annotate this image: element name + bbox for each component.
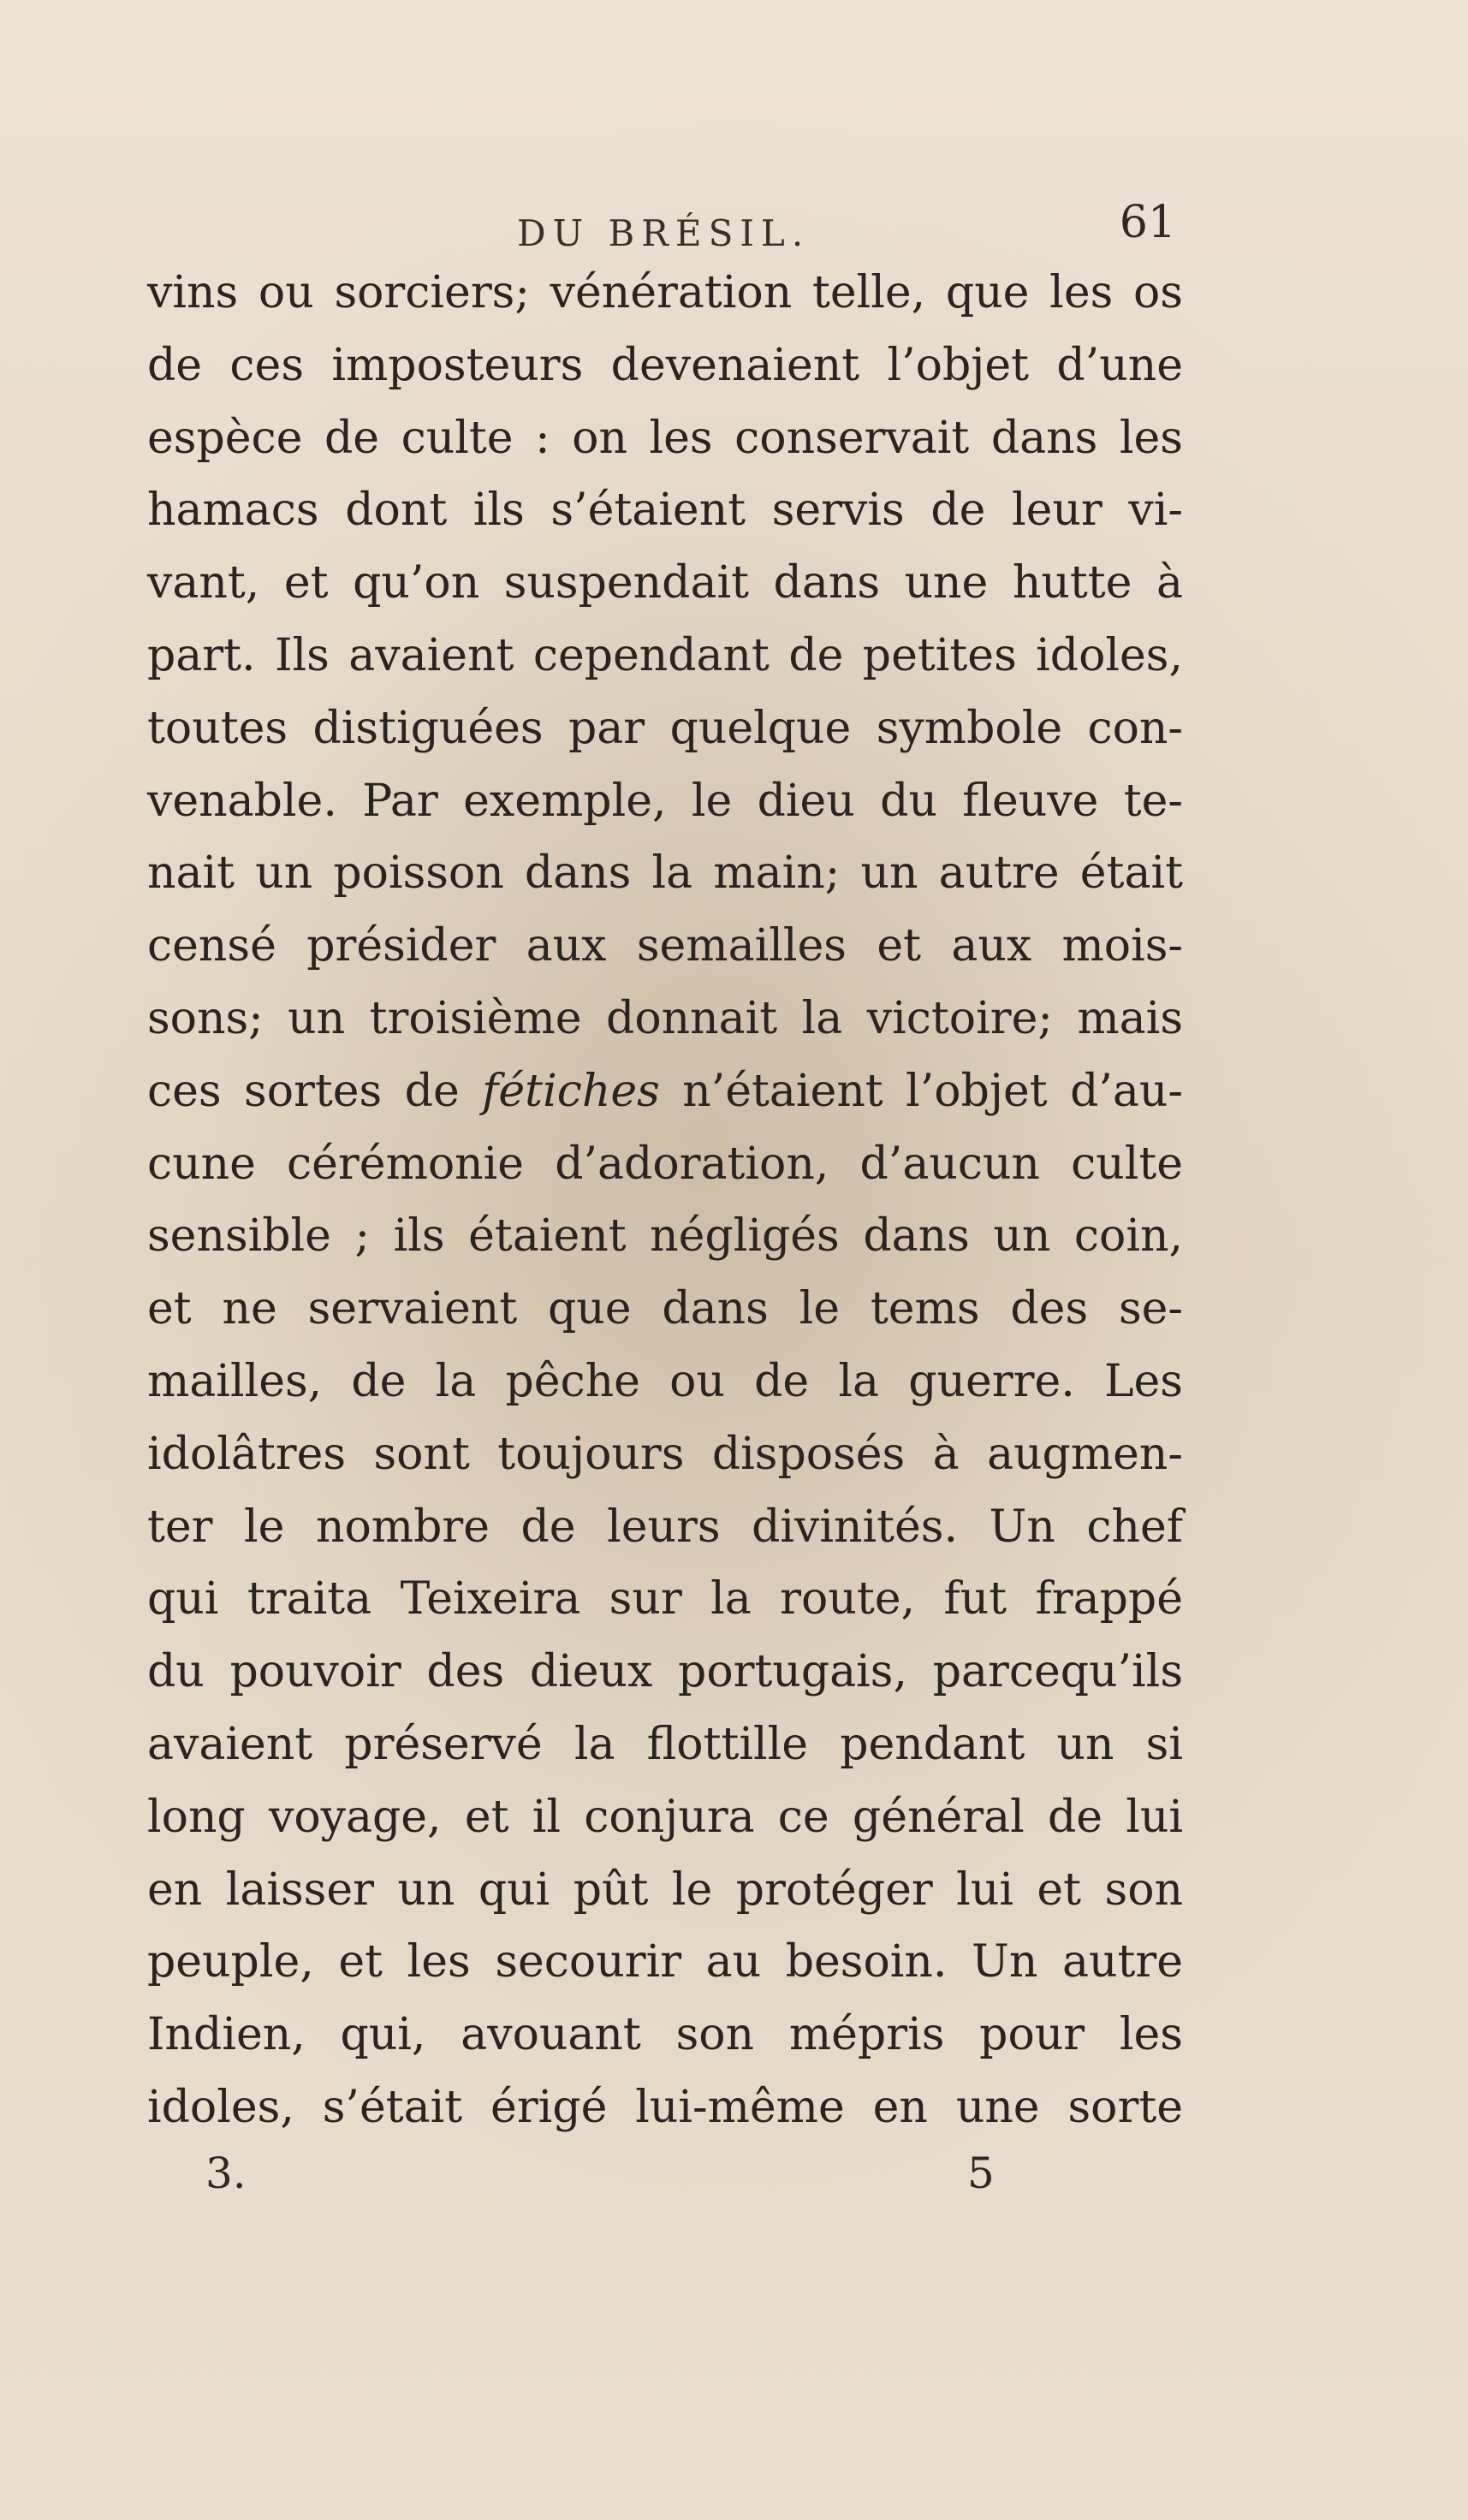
- text-line: toutes distiguées par quelque symbole con-: [147, 702, 1183, 754]
- text-line: cune cérémonie d’adoration, d’aucun culte: [147, 1138, 1183, 1190]
- text-line: avaient préservé la flottille pendant un si: [147, 1718, 1183, 1770]
- text-line: censé présider aux semailles et aux mois-: [147, 920, 1183, 972]
- text-line: en laisser un qui pût le protéger lui et son: [147, 1863, 1183, 1916]
- italic-line-suffix: n’étaient l’objet d’au-: [659, 1065, 1183, 1117]
- text-line: espèce de culte : on les conservait dans les: [147, 412, 1183, 464]
- text-line: nait un poisson dans la main; un autre était: [147, 847, 1183, 900]
- page-number: 61: [1119, 197, 1176, 248]
- signature-number: 5: [967, 2149, 995, 2198]
- running-head: [147, 197, 1183, 265]
- running-title: DU BRÉSIL.: [517, 212, 811, 254]
- italic-line-prefix: ces sortes de: [147, 1065, 483, 1117]
- text-line-with-italic: [147, 1055, 1183, 1128]
- text-line: Indien, qui, avouant son mépris pour les: [147, 2009, 1183, 2061]
- text-line: peuple, et les secourir au besoin. Un autre: [147, 1936, 1183, 1988]
- signature-row: [205, 2149, 1027, 2208]
- text-line: et ne servaient que dans le tems des se-: [147, 1283, 1183, 1335]
- text-line: de ces imposteurs devenaient l’objet d’une: [147, 339, 1183, 391]
- text-line: vins ou sorciers; vénération telle, que les os: [147, 267, 1183, 318]
- text-line: mailles, de la pêche ou de la guerre. Les: [147, 1355, 1183, 1407]
- text-line: du pouvoir des dieux portugais, parcequ’ils: [147, 1646, 1183, 1698]
- text-line: qui traita Teixeira sur la route, fut frappé: [147, 1573, 1183, 1626]
- text-line: idolâtres sont toujours disposés à augmen-: [147, 1428, 1183, 1480]
- text-line: sensible ; ils étaient négligés dans un coin,: [147, 1210, 1183, 1263]
- text-line: idoles, s’était érigé lui-même en une sorte: [147, 2081, 1183, 2133]
- italic-word: fétiches: [482, 1065, 660, 1117]
- text-line: vant, et qu’on suspendait dans une hutte à: [147, 557, 1183, 609]
- text-line: sons; un troisième donnait la victoire; mais: [147, 992, 1183, 1044]
- text-line: ter le nombre de leurs divinités. Un chef: [147, 1501, 1183, 1553]
- body-text: [147, 257, 1183, 2144]
- signature-mark: 3.: [205, 2149, 247, 2198]
- text-line: venable. Par exemple, le dieu du fleuve te-: [147, 775, 1183, 827]
- text-line: part. Ils avaient cependant de petites idoles,: [147, 629, 1183, 681]
- text-line: long voyage, et il conjura ce général de lui: [147, 1791, 1183, 1843]
- text-line: hamacs dont ils s’étaient servis de leur vi-: [147, 484, 1183, 537]
